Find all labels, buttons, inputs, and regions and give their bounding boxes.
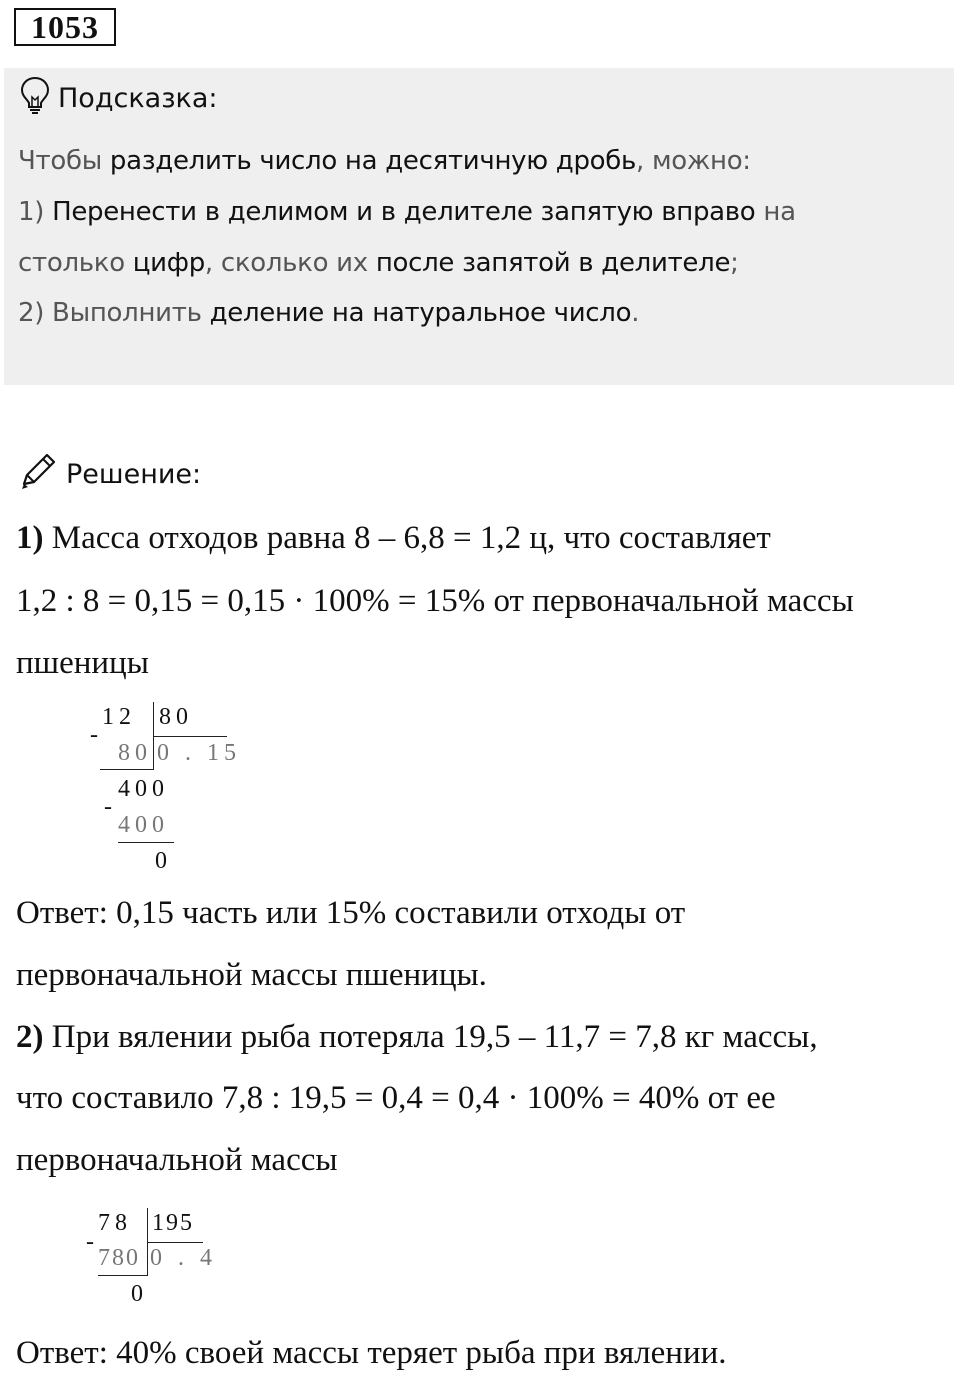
pencil-icon: [18, 451, 58, 498]
part1-answer-line2: первоначальной массы пшеницы.: [16, 957, 487, 993]
part1-line1-text: Масса отходов равна 8 – 6,8 = 1,2 ц, что составляет: [43, 520, 771, 556]
hint-title: [20, 78, 218, 118]
part2-line2: что составило 7,8 : 19,5 = 0,4 = 0,4 · 100% = 40% от ее: [16, 1080, 776, 1116]
division1-divisor-line: [153, 736, 227, 737]
hint-text: на: [755, 197, 796, 227]
part1-line3: пшеницы: [16, 645, 149, 681]
lightbulb-icon: [20, 76, 50, 121]
hint-text: , можно:: [636, 146, 751, 176]
division1-divisor: 80: [159, 704, 193, 730]
division1-sub2-line: [118, 842, 174, 843]
hint-emphasis: цифр: [132, 248, 205, 278]
division2-result: 0: [131, 1281, 148, 1307]
hint-emphasis: деление на натуральное число: [209, 298, 632, 328]
division2-dividend: 78: [98, 1210, 132, 1236]
hint-text: Чтобы: [18, 146, 110, 176]
hint-text: 1): [18, 197, 53, 227]
division1-sub1-line: [100, 769, 154, 770]
hint-text: .: [631, 298, 640, 328]
part2-line3: первоначальной массы: [16, 1142, 338, 1178]
hint-line-1: [18, 146, 751, 176]
part2-number: 2): [16, 1019, 44, 1055]
division2-quotient: 0 . 4: [150, 1245, 217, 1271]
part2-answer: Ответ: 40% своей массы теряет рыба при вялении.: [16, 1335, 727, 1371]
hint-line-2: [18, 197, 796, 227]
hint-emphasis: Перенести в делимом и в делителе запятую вправо: [52, 197, 756, 227]
solution-title-text: Решение:: [66, 458, 202, 490]
division1-minus-2: -: [104, 794, 112, 820]
hint-emphasis: после запятой в делителе: [375, 248, 731, 278]
hint-text: ;: [730, 248, 739, 278]
division2-sub1: 780: [98, 1245, 140, 1271]
division1-quotient: 0 . 15: [157, 740, 241, 766]
task-number: 1053: [14, 8, 116, 46]
solution-title: [18, 452, 201, 496]
part1-number: 1): [16, 520, 44, 556]
division1-minus-1: -: [90, 722, 98, 748]
division2-divisor: 195: [152, 1210, 194, 1236]
division1-sub1: 80: [118, 740, 152, 766]
division2-sub1-line: [98, 1275, 148, 1276]
hint-line-4: [18, 298, 639, 328]
hint-title-text: Подсказка:: [58, 82, 218, 114]
part2-line1-text: При вялении рыба потеряла 19,5 – 11,7 = 7,8 кг массы,: [43, 1019, 818, 1055]
division1-result: 0: [155, 848, 172, 874]
division1-remainder: 400: [118, 776, 169, 802]
division2-divisor-line: [147, 1242, 203, 1243]
division1-sub2: 400: [118, 812, 169, 838]
division1-dividend: 12: [102, 704, 136, 730]
part1-line2: 1,2 : 8 = 0,15 = 0,15 · 100% = 15% от первоначальной массы: [16, 583, 854, 619]
hint-text: , сколько их: [204, 248, 376, 278]
hint-line-3: [18, 248, 739, 278]
hint-emphasis: разделить число на десятичную дробь: [109, 146, 637, 176]
part2-line1: [16, 1019, 818, 1056]
part1-line1: [16, 520, 771, 557]
hint-text: столько: [18, 248, 133, 278]
division2-minus: -: [86, 1229, 94, 1255]
part1-answer-line1: Ответ: 0,15 часть или 15% составили отходы от: [16, 895, 686, 931]
hint-text: 2) Выполнить: [18, 298, 210, 328]
